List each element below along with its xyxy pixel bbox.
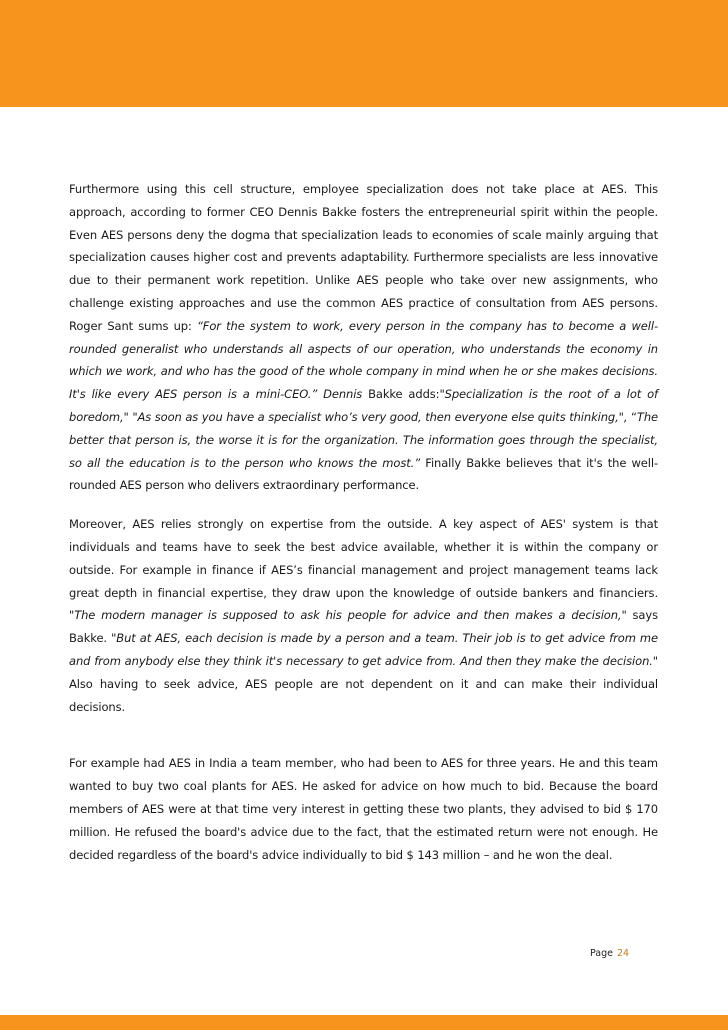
paragraph-india-example bbox=[69, 752, 658, 866]
quote-modern-manager: "The modern manager is supposed to ask his people for advice and then makes a decision," bbox=[69, 608, 627, 623]
page-number bbox=[590, 948, 629, 959]
quote-aes-decision: "But at AES, each decision is made by a person and a team. Their job is to get advice from me and from anybody else they think it's necessary to get advice from. And then they make the decision." bbox=[69, 631, 658, 668]
paragraph-outside-expertise bbox=[69, 513, 658, 718]
text-run: For example had AES in India a team member, who had been to AES for three years. He and this team wanted to buy two coal plants for AES. He asked for advice on how much to bid. Because the board members of AES were at that time very interest in getting these two plants, they advised to bid $ 170 million. He refused the board's advice due to the fact, that the estimated return were not enough. He decided regardless of the board's advice individually to bid $ 143 million – and he won the deal. bbox=[69, 756, 658, 862]
page-number-value: 24 bbox=[617, 948, 630, 959]
quote-bakke-organization: The better that person is, the worse it is for the organization. The information goes through the specialist, so all the education is to the person who knows the most.” bbox=[69, 409, 658, 470]
quote-bakke-boredom: "Specialization is the root of a lot of boredom," "As soon as you have a specialist who’s very good, then everyone else quits thinking,", bbox=[69, 387, 659, 424]
paragraph-specialization bbox=[69, 178, 658, 497]
text-run: Also having to seek advice, AES people are not dependent on it and can make their individual decisions. bbox=[69, 676, 658, 714]
text-run: Furthermore using this cell structure, employee specialization does not take place at AES. This approach, according to former CEO Dennis Bakke fosters the entrepreneurial spirit within the people. Even AES persons deny the dogma that specialization leads to economies of scale mainly arguing that specialization causes higher cost and prevents adaptability. Furthermore specialists are less innovative due to their permanent work repetition. Unlike AES people who take over new assignments, who challenge existing approaches and use the common AES practice of consultation from AES persons. Roger Sant sums up: bbox=[69, 182, 658, 333]
footer-band bbox=[0, 1015, 728, 1030]
body-text bbox=[69, 178, 658, 866]
text-run: Moreover, AES relies strongly on expertise from the outside. A key aspect of AES' system is that individuals and teams have to seek the best advice available, whether it is within the company or outside. For example in finance if AES’s financial management and project management teams lack great depth in financial expertise, they draw upon the knowledge of outside bankers and financiers. bbox=[69, 517, 658, 600]
text-run: says Bakke. bbox=[69, 608, 658, 646]
text-run: Finally Bakke believes that it's the well-rounded AES person who delivers extraordinary performance. bbox=[69, 455, 658, 493]
header-band bbox=[0, 0, 728, 107]
text-run: “ bbox=[627, 409, 637, 424]
page-label: Page bbox=[590, 948, 613, 959]
quote-sant: “For the system to work, every person in the company has to become a well-rounded generalist who understands all aspects of our operation, who understands the economy in which we work, and who has the good of the whole company in mind when he or she makes decisions. It's like every AES person is a mini-CEO.” Dennis bbox=[69, 318, 658, 402]
text-run: Bakke adds: bbox=[368, 387, 440, 402]
